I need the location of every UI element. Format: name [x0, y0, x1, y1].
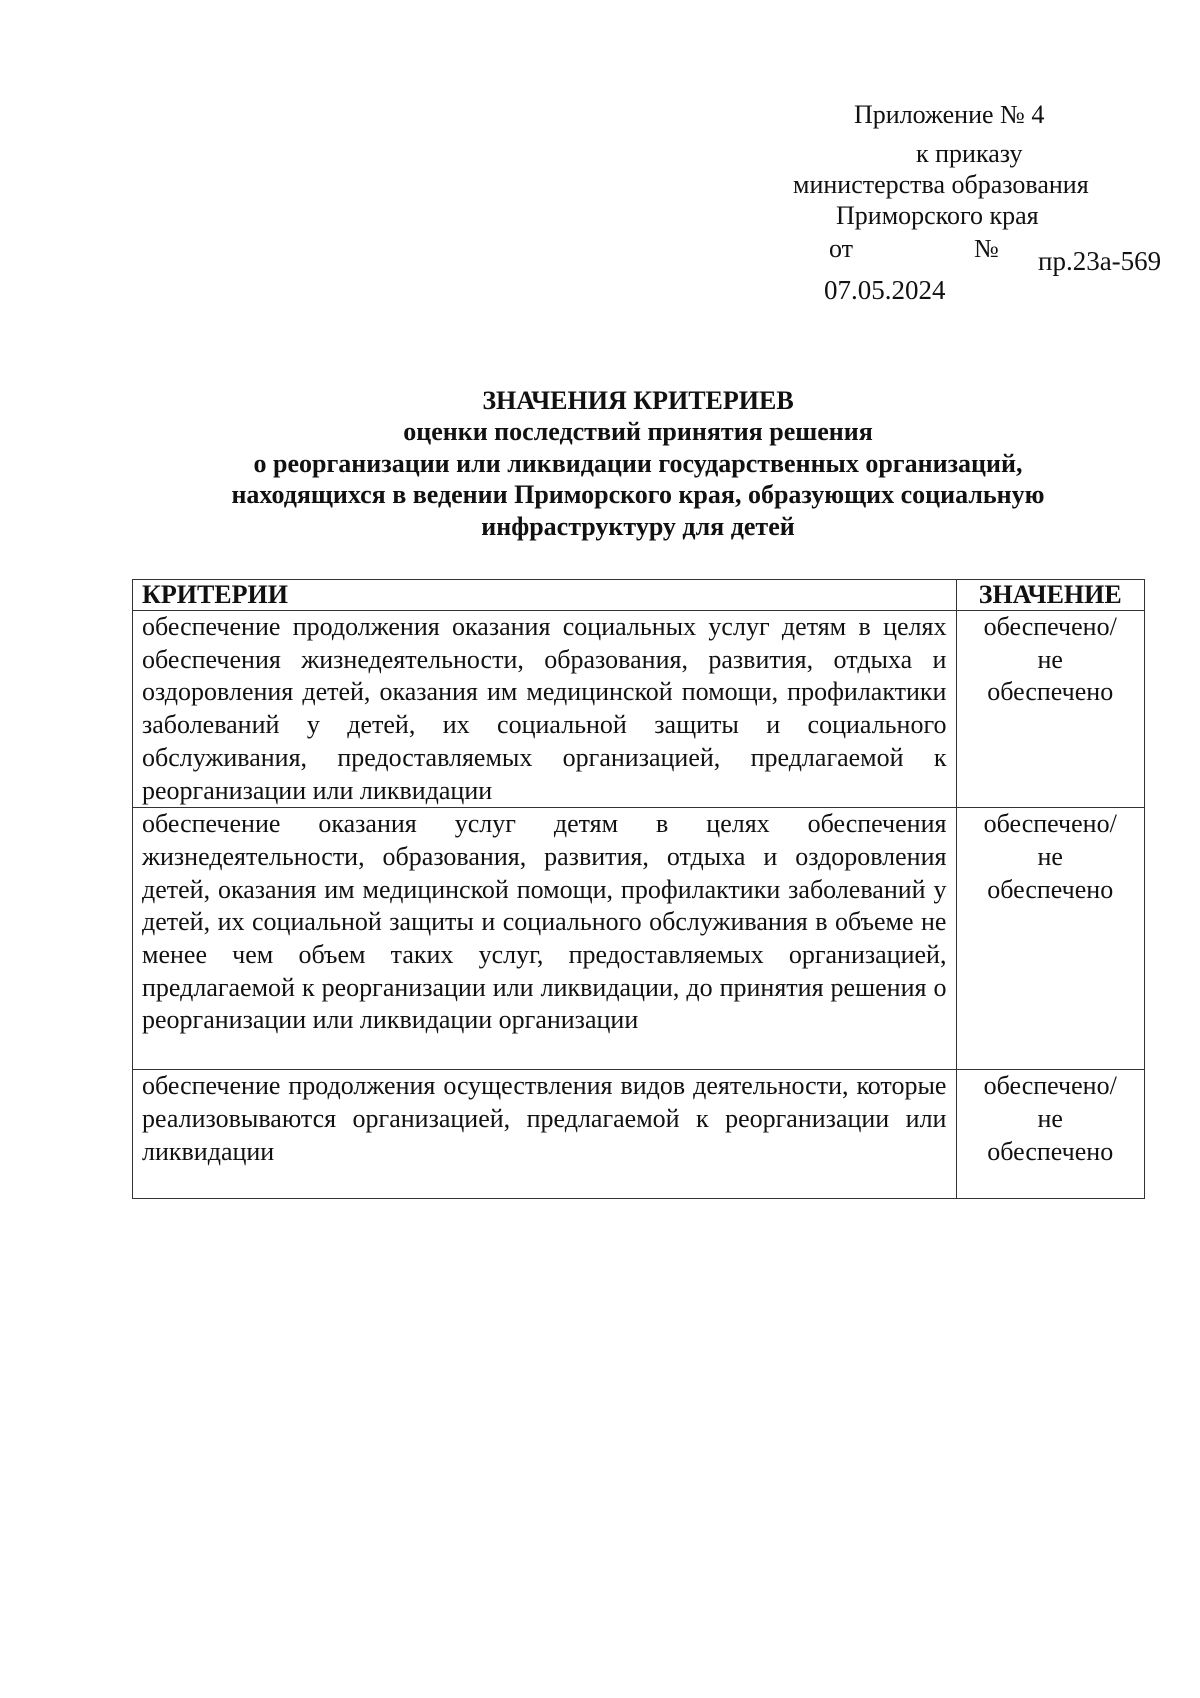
criterion-cell: обеспечение оказания услуг детям в целях обеспечения жизнедеятельности, образования, развития, отдыха и оздоровления детей, оказания им медицинской помощи, профилактики заболеваний у детей, их социальной защиты и социального обслуживания в объеме не менее чем объем таких услуг, предоставляемых организацией, предлагаемой к реорганизации или ликвидации, до принятия решения о реорганизации или ликвидации организации — [133, 808, 957, 1070]
value-column-header: ЗНАЧЕНИЕ — [957, 580, 1145, 611]
value-line: обеспечено/ — [983, 1071, 1117, 1101]
appendix-to-order: к приказу — [916, 139, 1023, 168]
appendix-ministry: министерства образования — [793, 170, 1089, 199]
appendix-number-label: № — [974, 234, 999, 263]
value-line: обеспечено — [987, 874, 1114, 904]
value-line: не — [1037, 841, 1063, 871]
table-header-row — [133, 580, 1145, 611]
table-row — [133, 611, 1145, 808]
title-line: о реорганизации или ликвидации государственных организаций, — [253, 448, 1023, 478]
appendix-region: Приморского края — [836, 201, 1039, 230]
table-row — [133, 1070, 1145, 1199]
criterion-cell: обеспечение продолжения осуществления видов деятельности, которые реализовываются организацией, предлагаемой к реорганизации или ликвидации — [133, 1070, 957, 1199]
value-line: обеспечено — [987, 1136, 1114, 1166]
title-line: оценки последствий принятия решения — [403, 417, 873, 447]
table-row — [133, 808, 1145, 1070]
value-line: обеспечено — [987, 677, 1114, 707]
criteria-column-header: КРИТЕРИИ — [133, 580, 957, 611]
document-title — [132, 385, 1144, 542]
value-line: не — [1037, 644, 1063, 674]
value-cell — [957, 611, 1145, 808]
order-number: пр.23а-569 — [1038, 246, 1162, 276]
criteria-table — [132, 579, 1145, 1199]
value-cell — [957, 1070, 1145, 1199]
order-date: 07.05.2024 — [824, 275, 946, 305]
appendix-from-label: от — [829, 234, 854, 263]
criterion-cell: обеспечение продолжения оказания социальных услуг детям в целях обеспечения жизнедеятельности, образования, развития, отдыха и оздоровления детей, оказания им медицинской помощи, профилактики заболеваний у детей, их социальной защиты и социального обслуживания, предоставляемых организацией, предлагаемой к реорганизации или ликвидации — [133, 611, 957, 808]
value-line: обеспечено/ — [983, 809, 1117, 839]
value-cell — [957, 808, 1145, 1070]
appendix-number: Приложение № 4 — [854, 100, 1045, 129]
value-line: обеспечено/ — [983, 612, 1117, 641]
title-line: инфраструктуру для детей — [481, 511, 795, 541]
title-line: находящихся в ведении Приморского края, образующих социальную — [231, 480, 1045, 510]
title-line: ЗНАЧЕНИЯ КРИТЕРИЕВ — [482, 386, 794, 415]
value-line: не — [1037, 1103, 1063, 1133]
